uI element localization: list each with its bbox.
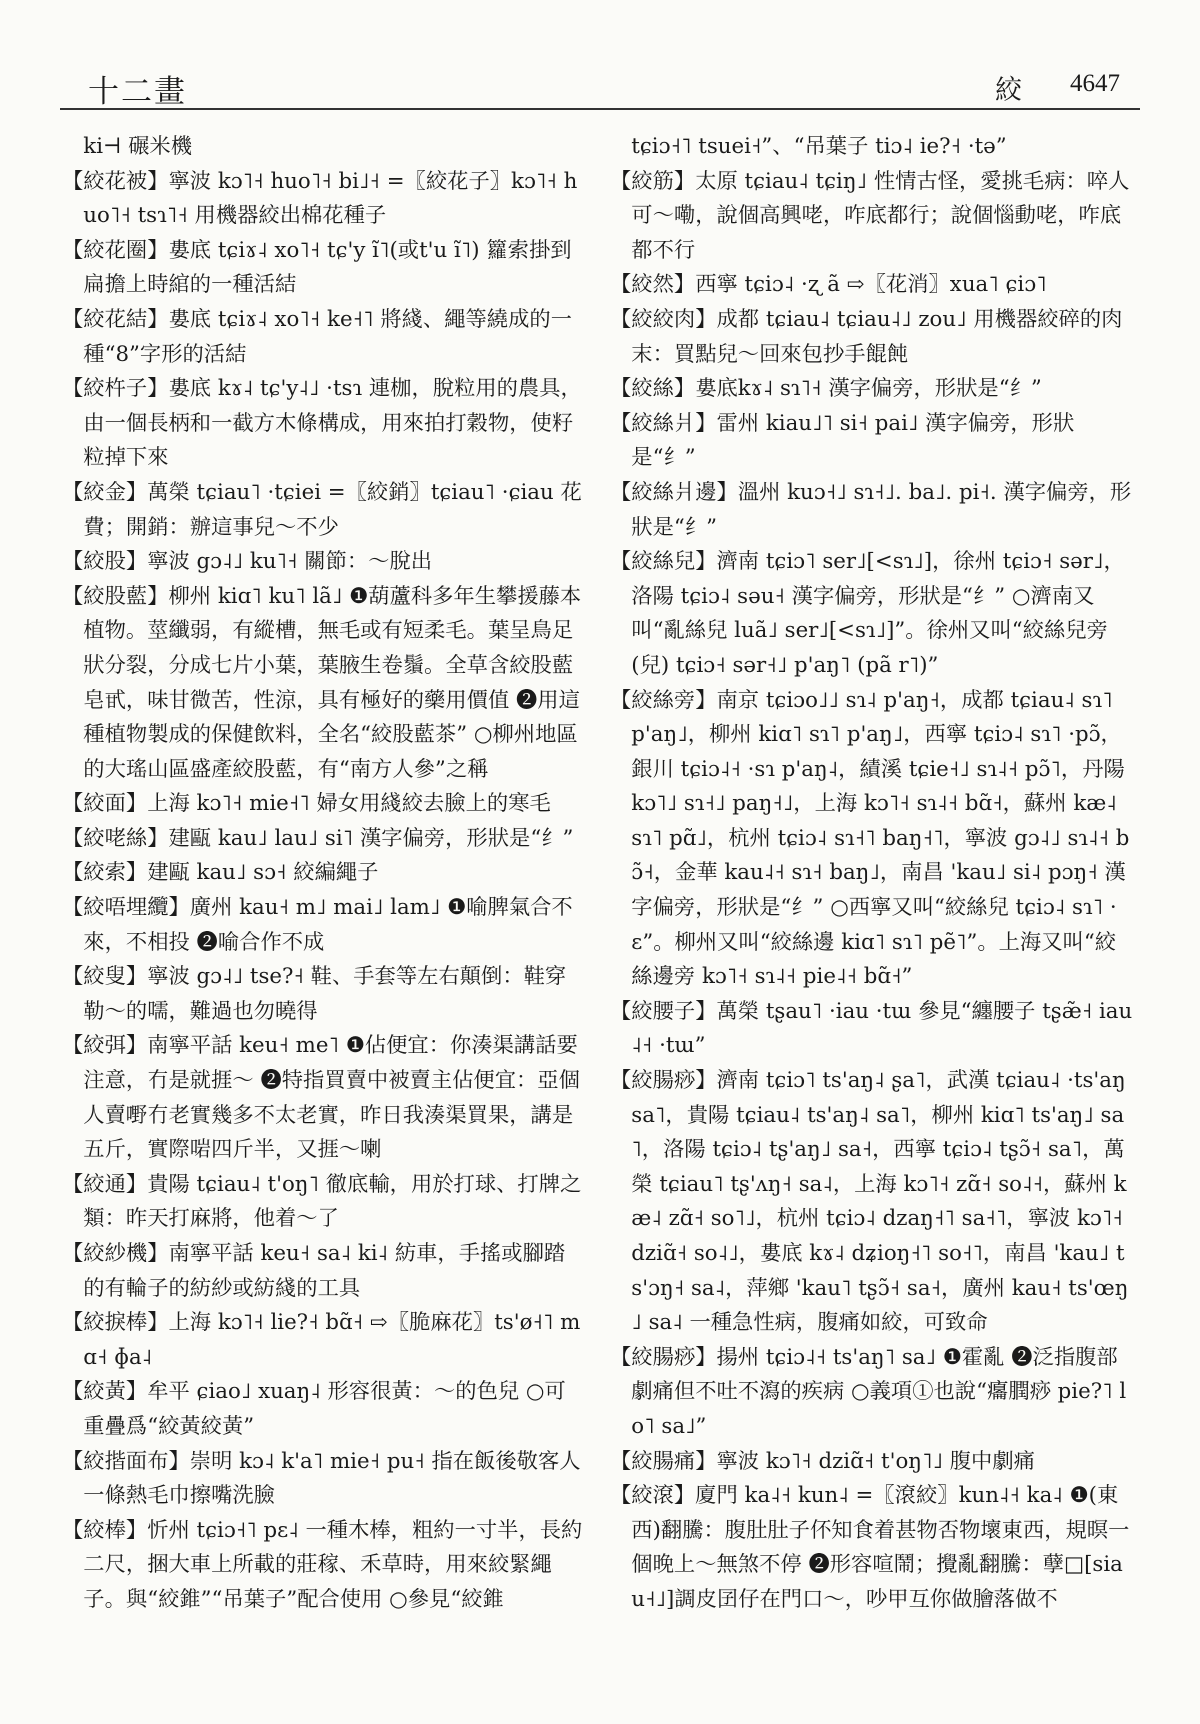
- dictionary-entry: 【絞絲爿邊】溫州 kuɔ˧˩ sɿ˧˩. ba˩. pi˧. 漢字偏旁，形狀是“纟”: [610, 479, 1132, 540]
- entry-continuation: tɕiɔ˧˥ tsuei˧”、“吊葉子 tiɔ˨ ie?˧ ·tə”: [631, 134, 1007, 159]
- dictionary-entry: 【絞絲旁】南京 tɕiɔo˩˩ sɿ˨ p'aŋ˧，成都 tɕiau˨ sɿ˥ p'aŋ˩，柳州 kiɑ˥ sɿ˥ p'aŋ˩，西寧 tɕiɔ˨ sɿ˥ ·pɔ̃，銀川 tɕiɔ˨˧ ·sɿ p'aŋ˨，績溪 tɕie˧˩ sɿ˨˧ pɔ̃˥，丹陽 kɔ˥˩ sɿ˧˩ paŋ˧˩，上海 kɔ˥˧ sɿ˨˧ bɑ̃˧，蘇州 kæ˨ sɿ˥ pɑ̃˩，杭州 tɕiɔ˨ sɿ˧˥ baŋ˧˥，寧波 gɔ˨˩ sɿ˨˧ bɔ̃˧，金華 kau˨˧ sɿ˧ baŋ˩，南昌 'kau˩ si˨ pɔŋ˧ 漢字偏旁，形狀是“纟” ○西寧又叫“絞絲兒 tɕiɔ˨ sɿ˥ ·ɛ”。柳州又叫“絞絲邊 kiɑ˥ sɿ˥ pẽ˥”。上海又叫“絞絲邊旁 kɔ˥˧ sɿ˨˧ pie˨˧ bɑ̃˧”: [610, 687, 1130, 990]
- dictionary-entry: 【絞花結】婁底 tɕiɤ˨ xo˥˧ ke˧˥ 將綫、繩等繞成的一種“8”字形的活結: [62, 306, 572, 367]
- dictionary-entry: 【絞通】貴陽 tɕiau˨ t'oŋ˥ 徹底輸，用於打球、打牌之類：昨天打麻將，他着～了: [62, 1171, 582, 1232]
- dictionary-entry: 【絞花圈】婁底 tɕiɤ˨ xo˥˧ tɕ'y ĩ˥(或t'u ĩ˥) 籮索掛到扁擔上時綰的一種活結: [62, 237, 572, 298]
- dictionary-entry: 【絞揩面布】崇明 kɔ˨ k'a˥ mie˧ pu˧ 指在飯後敬客人一條熱毛巾擦嘴洗臉: [62, 1448, 581, 1509]
- dictionary-entry: 【絞棒】忻州 tɕiɔ˧˥ pɛ˨ 一種木棒，粗約一寸半，長約二尺，捆大車上所載的莊稼、禾草時，用來絞緊繩子。與“絞錐”“吊葉子”配合使用 ○參見“絞錐: [62, 1517, 583, 1612]
- dictionary-entry: 【絞花被】寧波 kɔ˥˧ huo˥˧ bi˩˧ =〖絞花子〗kɔ˥˧ huo˥˧ tsɿ˥˧ 用機器絞出棉花種子: [62, 168, 578, 229]
- dictionary-entry: 【絞絲兒】濟南 tɕiɔ˥ ser˩[<sɿ˩]，徐州 tɕiɔ˧ sər˩，洛陽 tɕiɔ˨ səu˧ 漢字偏旁，形狀是“纟” ○濟南又叫“亂絲兒 luã˩ ser˩[<sɿ˩]”。徐州又叫“絞絲兒旁(兒) tɕiɔ˧ sər˧˩ p'aŋ˥ (pã r˥)”: [610, 549, 1125, 678]
- dictionary-entry: 【絞黃】牟平 ɕiao˩ xuaŋ˨ 形容很黃：～的色兒 ○可重疊爲“絞黃絞黃”: [62, 1379, 566, 1439]
- dictionary-entry: 【絞弭】南寧平話 keu˧ me˥ ❶佔便宜：你湊渠講話要注意，冇是就捱～ ❷特指買賣中被賣主佔便宜：亞個人賣嘢冇老實幾多不太老實，昨日我湊渠買果，講是五斤，實際啱四斤半，又捱～喇: [62, 1033, 580, 1163]
- section-label: 十二畫: [88, 74, 187, 110]
- dictionary-entry: 【絞腸痧】濟南 tɕiɔ˥ ts'aŋ˨ ʂa˥，武漢 tɕiau˨ ·ts'aŋ sa˥，貴陽 tɕiau˨ ts'aŋ˨ sa˥，柳州 kiɑ˥ ts'aŋ˩ sa˥，洛陽 tɕiɔ˨ tʂ'aŋ˩ sa˧，西寧 tɕiɔ˨ tʂɔ̃˧ sa˥，萬榮 tɕiau˥ tʂ'ʌŋ˧ sa˨，上海 kɔ˥˧ zɑ̃˧ so˨˧，蘇州 kæ˨ zɑ̃˧ so˥˩，杭州 tɕiɔ˨ dzaŋ˧˥ sa˧˥，寧波 kɔ˥˧ dziɑ̃˧ so˨˩，婁底 kɤ˨ dʑioŋ˧˥ so˧˥，南昌 'kau˩ ts'ɔŋ˧ sa˨，萍鄉 'kau˥ tʂɔ̃˧ sa˧，廣州 kau˧ ts'œŋ˩ sa˨ 一種急性病，腹痛如絞，可致命: [610, 1068, 1129, 1336]
- header-rule: [60, 108, 1140, 110]
- running-headword: 絞: [995, 75, 1022, 106]
- dictionary-entry: 【絞腸痛】寧波 kɔ˥˧ dziɑ̃˧ t'oŋ˥˩ 腹中劇痛: [610, 1448, 1035, 1474]
- dictionary-entry: 【絞絞肉】成都 tɕiau˨ tɕiau˨˩ zou˩ 用機器絞碎的肉末：買點兒～回來包抄手餛飩: [610, 306, 1123, 367]
- dictionary-entry: 【絞咾絲】建甌 kau˩ lau˩ si˥ 漢字偏旁，形狀是“纟”: [62, 825, 574, 851]
- page-number: 4647: [1070, 70, 1120, 97]
- dictionary-entry: 【絞絲】婁底kɤ˨ sɿ˥˧ 漢字偏旁，形狀是“纟”: [610, 376, 1042, 402]
- entry-continuation: ki⊣ 碾米機: [83, 134, 192, 159]
- left-column: [62, 130, 586, 1618]
- dictionary-entry: 【絞然】西寧 tɕiɔ˨ ·ʐ ã ⇨〖花消〗xua˥ ɕiɔ˥: [610, 272, 1047, 298]
- dictionary-entry: 【絞股】寧波 gɔ˨˩ ku˥˧ 關節：～脫出: [62, 549, 433, 575]
- dictionary-entry: 【絞紗機】南寧平話 keu˧ sa˨ ki˨ 紡車，手搖或腳踏的有輪子的紡紗或紡綫的工具: [62, 1241, 566, 1301]
- dictionary-entry: 【絞腰子】萬榮 tʂau˥ ·iau ·tɯ 參見“纏腰子 tʂæ̃˧ iau˨˧ ·tɯ”: [610, 998, 1133, 1059]
- dictionary-entry: 【絞筋】太原 tɕiau˨ tɕiŋ˩ 性情古怪，愛挑毛病：啐人可～嘞，說個高興咾，咋底都行；說個惱動咾，咋底都不行: [610, 168, 1130, 263]
- dictionary-entry: 【絞杵子】婁底 kɤ˨ tɕ'y˨˩ ·tsɿ 連枷，脫粒用的農具，由一個長柄和一截方木條構成，用來拍打穀物，使籽粒掉下來: [62, 376, 582, 471]
- dictionary-entry: 【絞金】萬榮 tɕiau˥ ·tɕiei =〖絞銷〗tɕiau˥ ·ɕiau 花費；開銷：辦這事兒～不少: [62, 479, 582, 540]
- page-header: [60, 62, 1140, 108]
- right-column: [610, 130, 1134, 1618]
- dictionary-entry: 【絞唔埋纜】廣州 kau˧ m˩ mai˩ lam˩ ❶喻脾氣合不來，不相投 ❷喻合作不成: [62, 895, 573, 955]
- dictionary-entry: 【絞索】建甌 kau˩ sɔ˧ 絞編繩子: [62, 860, 379, 886]
- dictionary-entry: 【絞腸痧】揚州 tɕiɔ˨˧ ts'aŋ˥ sa˩ ❶霍亂 ❷泛指腹部劇痛但不吐不瀉的疾病 ○義項①也說“癟膶痧 pie?˥ lo˥ sa˩”: [610, 1344, 1127, 1439]
- dictionary-entry: 【絞面】上海 kɔ˥˧ mie˧˥ 婦女用綫絞去臉上的寒毛: [62, 791, 551, 817]
- dictionary-entry: 【絞滾】廈門 ka˨˧ kun˨ =〖滾絞〗kun˨˧ ka˨ ❶(東西)翻騰：腹肚肚子伓知食着甚物否物壞東西，規暝一個晚上～無煞不停 ❷形容喧鬧；攪亂翻騰：孽□[siau˧˩]調皮囝仔在門口～，吵甲互你做膾落做不: [610, 1483, 1130, 1612]
- dictionary-entry: 【絞股藍】柳州 kiɑ˥ ku˥ lã˩ ❶葫蘆科多年生攀援藤本植物。莖纖弱，有縱槽，無毛或有短柔毛。葉呈鳥足狀分裂，分成七片小葉，葉腋生卷鬚。全草含絞股藍皂甙，味甘微苦，性涼，具有極好的藥用價值 ❷用這種植物製成的保健飲料，全名“絞股藍茶” ○柳州地區的大瑤山區盛產絞股藍，有“南方人參”之稱: [62, 583, 582, 782]
- dictionary-entry: 【絞絲爿】雷州 kiau˩˥ si˧ pai˩ 漢字偏旁，形狀是“纟”: [610, 410, 1075, 471]
- dictionary-entry: 【絞叟】寧波 gɔ˨˩ tse?˧ 鞋、手套等左右顛倒：鞋穿勒～的嚅，難過也勿曉得: [62, 964, 567, 1024]
- dictionary-entry: 【絞捩棒】上海 kɔ˥˧ lie?˧ bɑ̃˧ ⇨〖脆麻花〗ts'ø˧˥ mɑ˧ ɸa˨: [62, 1310, 581, 1370]
